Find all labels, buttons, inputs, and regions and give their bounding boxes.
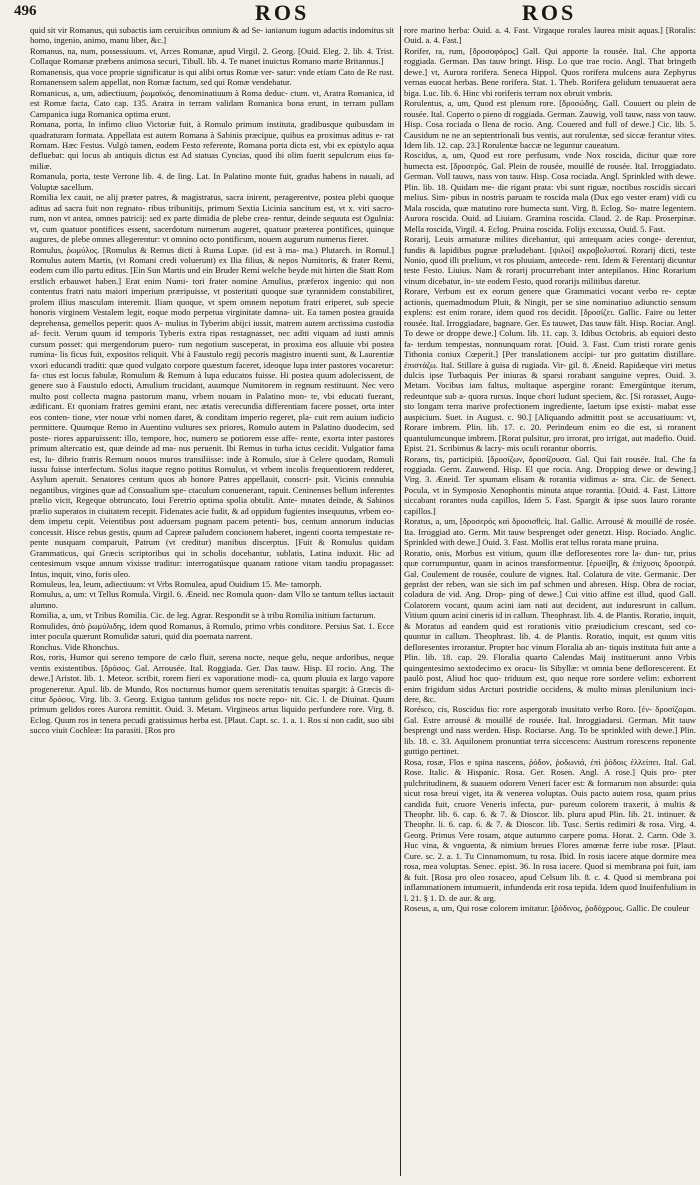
dictionary-entry: Ronchus. Vide Rhonchus.: [30, 641, 120, 652]
dictionary-entry: Rorésco, cis, Roscidus fio: rore aspergorab inusitato verbo Roro. [ἐν- δροσίζομαι. Gal. Estre arrousé & mouillé de rousée. Ital. Inroggiadarsi. German. Mit tauw besprengt und nass werden. Hisp. Rociarse. Ang. To be sprinkled with dewe.] Plin. lib. 18. c. 33. Aquilonem pronuntiat terra siccescens: Austrum rorescens reponente guttigo pertinet.: [404, 704, 696, 757]
dictionary-entry: Roratio, onis, Morbus est vitium, quum illæ defloresentes rore la- dun- tur, prius quæ corrumpuntur, quam in acinos transformentur. [ἐρυσίβη, & ἐπίχυσις δροσερά. Gal. Coulement de rousée, coulure de vignes. Ital. Colatura de vite. Germanic. Der gepräst der reben, wan sie sich im paf schmen und abresen. Hisp. Obra de rociar, coladura de vid. Ang. Drop- ping of dewe.] Cui vitio affine est illud, quod Gall. Colatorem vocant, quum acini iam nati aut decident, aut induresrunt in callum. Vitium quum acini cineris id in callum. Theophrast. lib. 4. de Plantis. Roratio, inquit, & Moratus ad eandem quid est rorationis vitio præiudicium crescant, sed co- quuntur in callum. Theophrast. lib. 4. de Plantis. Roratio, inquit, est quum vitis defloresentes irrorantur. Propter hoc vinum Floralia ab an- tiquis instituta fuit ante a Plin. lib. 18. cap. 29. Floralia quarto Calendas Maij instituerunt anno Vrbis quingentesimo sextodecimo ex oracu- lis Sibyllæ: vt omnia bene deflorescerent. Et paulò post, Aliud hoc quo- triduum est, quo neque rore sordere velim: exhorrent enim frigidum sidus Arcturi postridie occidens, & multo minus plenilunium inci- dere, &c.: [404, 547, 696, 704]
running-head-right: ROS: [522, 0, 577, 25]
dictionary-entry: Romulus, a, um: vt Tellus Romula. Virgil. 6. Æneid. nec Romula quon- dam Vllo se tantum tellus iactauit alumno.: [30, 589, 394, 610]
dictionary-entry: Romanicus, a, um, adiectiuum, ῥωμαϊκός, denominatiuum à Roma deduc- ctum. vt, Aratra Romanica, id est Romæ facta, Cato cap. 135. Aratra in terram validam Romanica bona erunt, in terram pullam Campanica iuga Romanica optima erunt.: [30, 87, 394, 119]
dictionary-entry: Roseus, a, um, Qui rosæ colorem imitatur. [ῥόδινος, ῥοδόχρους. Gallic. De couleur: [404, 903, 690, 914]
dictionary-entry: Romana, porta, In infimo cliuo Victoriæ fuit, à Romulo primum instituta, gradibusque quibusdam in quadraturam formata. Appellata est autem Romana à Sabinis præcipue, quibus ea proximus aditus e- rat Romam. Hæc Festus. Vulgò tamen, eodem Festo referente, Romana porta dicta est, vbi ex epistylo aqua defluebat: qui locus ab antiquis dictus est Ad statuas Cyncias, quod ibi olim fuerit sepulcrum eius fa- miliæ.: [30, 119, 394, 171]
dictionary-entry: Rorans, tis, participiú. [δροσίζων, δροσίζουσα. Gal. Qui fait rousée. Ital. Che fa roggiada. Germ. Zauwend. Hisp. El que rocia. Ang. Dropping dewe or dewing.] Virg. 3. Æneid. Ter spumam elisam & rorantia vidimus a- stra. Cic. de Senect. Pocula, vt in Symposio Xenophontis minuta atque rorantia. [Ouid. 4. Fast. Littore siccabant rorantes nuda capillos, Idem 5. Fast. Spargit & ipse suos lauro rorante capillos.]: [404, 453, 696, 516]
page-number: 496: [14, 3, 37, 19]
dictionary-entry: Rorulentus, a, um, Quod est plenum rore. [δροσώδης. Gall. Couuert ou plein de rousée. Ital. Coperto o pieno di roggiada. German. Zauwig, voll tauw, nass von tauw. Hisp. Cosa rociada o llena de rocio. Ang. Couered and full of dewe.] Cic. lib. 5. Causidum ne ne an septentrionali bus ventis, aut rorulentæ, sed siccæ ferantur vites. Idem lib. 12. cap. 23.] Rorulentæ baccæ ne leguntur caueatum.: [404, 98, 696, 150]
dictionary-entry: quid sit vir Romanus, qui subactis iam ceruicibus omnium & ad Se- ianianum iugum adactis indomitus sit homo, ingenio, animo, manu liber, &c.]: [30, 25, 394, 46]
dictionary-entry: Rorare, Verbum est ex eorum genere quæ Grammatici vocant verbo re- ceptæ actionis, quemadmodum Pluit, & Ningit, per se sine nominatiuo adiunctio sensum explens: est enim rorare, idem quod ros decidit. [δροσίζει. Gallic. Faire ou letter rousée. Ital. Irroggiadare, bagnare. Ger. Es tauwet, Das tauw fält. Hisp. Rociar. Angl. To dewe or droppe dewe.] Colum. lib. 11. cap. 3. Idibus Octobris. ab equiori desto fa- terdum tempestas, nonnunquam rorat. [Ouid. 3. Fast. Cum tristi rorare genis Tithonia coniux Cœperit.] [Per translationem accipi- tur pro guttatim distillare. ἐπιστάζω. Ital. Stillare à guisa di rugiada. Vir- gil. 8. Æneid. Rapidæque viri metus dulcis ipse Turbaquis Per iniuras & sparsi rorabant sanguine vepres. Ouid. 3. Metam. Vocibus iam faltus, multaque aspergine rorant: Emergúntque iterum, redeuntque sub a- quora rursus. Inque chori ludunt speciem, &c. [Si rorasset, Augu- sto longam terra marive profectionem ingrediente, laetum ipse existi- mabat esse auspicium. Suet. in August. c. 90.] [Aliquando admittit post se accusatiuum: vt, Rorare imbrem. Plin. lib. 17. c. 20. Perindeum enim eo die est, si roranent quantulumcunque imbrem. [Rorat pulsitur, pro irrorat, pro irrigat, aut madefio. Ouid. Epist. 21. Scribimus & lacry- mis oculi rorantur oborris.: [404, 286, 696, 454]
dictionary-entry: Romilia lex cauit, ne alij præter patres, & magistratus, sacra inirent, peragerentve, postea plebi quoque aditus ad sacra fuit non regnato- ribus tribunitijs, primum Sextia Licinia sancitum est, vt x. viri sacro- rum, non vt antea, omnes patricij: sed ex parte dimidia de plebe crea- rentur, deinde sequuta est Ogulnia: vt, cum quatuor pontifices essent, sacerdotum numerum augeret, quatuor præterea pontifices, quinque augures, de plebe omnes allegerentur: vt omnino octo pontificum, nouem augurum numerus fieret.: [30, 192, 394, 245]
dictionary-entry: Romilia, a, um, vt Tribus Romilia. Cic. de leg. Agrar. Respondit se à tribu Romilia initium facturum.: [30, 610, 376, 621]
running-head-left: ROS: [255, 0, 310, 25]
dictionary-entry: Rorifer, ra, rum, [δροσοφόρος] Gall. Qui apporte la rousée. Ital. Che apporta roggiada. German. Das tauw bringt. Hisp. Lo que trae rocio. Angl. That bringeth dewe.] vt, Aurora rorifera. Seneca Hippol. Quos rorifera mulcens aura Zephyrus vernas euocat herbas. Bene rorifera. Stat. 1. Theb. Rorifera gelidum tenuauerat aera biga. Luc. lib. 6. Hinc vbi roriferis terram nox obruit vmbris.: [404, 45, 696, 98]
dictionary-entry: Ros, roris, Humor qui sereno tempore de cælo fluit, serena nocte, neque gelu, neque ardoribus, neque ventis existentibus. [δρόσος. Gal. Arrousée. Ital. Roggiada. Ger. Das tauw. Hisp. El rocio. Ang. The dewe.] Aristot. lib. 1. Meteor. scribit, rorem fieri ex vaporatione modi- ca, quum pluuia ex largo vapore progeneretur. Apul. lib. de Mundo, Ros nocturnus humor quem serenitatis tenuitas spargit: à Græcis di- citur δρόσος. Virg. lib. 3. Georg. Exigua tantum gelidus ros nocte repo- nit. Cic. l. de Diuinat. Quum primum gelidos rores Aurora remittit. Ouid. 3. Metam. Virgineos artus liquido perfundere rore. Virg. 8. Eclog. Quum ros in tenera pecudi gratissimus herba est. [Plaut. Capt. sc. 1. a. 1. Ros si non cadit, suo sibi succo viuit Cochleæ: Ita parasiti. [Ros pro: [30, 652, 394, 736]
dictionary-entry: Romanensis, qua voce proprie significatur is qui alibi ortus Romæ ver- satur: vnde etiam Cato de Re rust. Romanensem salem appellat, non Romæ factum, sed qui Romæ vendebatur.: [30, 66, 394, 88]
left-column: [30, 25, 394, 1180]
dictionary-entry: Rosa, rosæ, Flos e spina nascens, ῥόδον, ῥοδωνιά, ἐπὶ ῥόδοις ἐλλείπει. Ital. Gal. Rose. Italic. & Hispanic. Rosa. Ger. Rosen. Angl. A rose.] Quis pro- pter pulchritudinem, & suauem odorem Veneri facer est: & formarum non absurde: quia sicut rosa breui viget, ita & venerea voluptas. Ouis pacto autem rosa, quam prius candida fuit, cruore Veneris infecta, pur- pureum colorem traxerit, à multis & Theophr. lib. 6. cap. 6. & 7. & Dioscor. lib. plura apud Plin. lib. 21. intinuer. & Theophr. li. 6. cap. 6. & 7. & Dioscor. lib. Tusc. Sertis redimiri & rosa. Virg. 4. Georg. Primus Vere rosam, atque autumno carpere poma. Horat. 2. Carm. Ode 3. Huc vina, & vnguenta, & nimium breues Flores amœnæ ferre iube rosæ. [Plaut. Cure. sc. 2. a. 1. Tu Cinnamomum, tu rosa. Ibid. In rosis iacere atque dormire mea rosa, mea voluptas. Senec. epist. 36. In rosa iacere. Quod si membrana poi fuit, iam & fuit. [Rosa pro oleo rosaceo, apud Celsum lib. 8. c. 4. Quod si membrana poi inflammationem intumuerit, infundenda erit rosa tepida. Idem quod Inuifenfulium in l. 21. § 1. D. de aur. & arg.: [404, 756, 696, 903]
dictionary-entry: Romuleus, lea, leum, adiectiuum: vt Vrbs Romulea, apud Ouidium 15. Me- tamorph.: [30, 579, 322, 590]
dictionary-entry: Romanus, na, num, possessiuum. vt, Arces Romanæ, apud Virgil. 2. Georg. [Ouid. Eleg. 2. lib. 4. Trist. Collaque Romanæ præbens animosa securi, Tibull. lib. 4. Te manet inuictus Romano marte Britannus.]: [30, 45, 394, 67]
dictionary-entry: Rorarij, Leuis armaturæ milites dicebantur, qui antequam acies conge- derentur, fundis & lapidibus pugnæ præludebant. [ψιλοί] ακροβολισταί. Rorarij dicti, teste Nonio, quod illi prælium, vt ros pluuiam, antecede- rent. Idem & Ferentarij dicuntur teste Festo. Liuius. Nam & rorarij procurrebant inter antepilanos. Hinc Rorarium vinum dicebatur, in- ste eodem Festo, quod rorarijs militibus daretur.: [404, 234, 696, 286]
dictionary-entry: Romulus, ῥωμύλος. [Romulus & Remus dicti à Ruma Lupæ. (id est à ma- ma.) Plutarch. in Romul.] Romulus autem Martis, (vt Romani credi voluerunt) ex Ilia filius, & nepos Numitoris, & frater Remi, eodem cum illo partu editus. [Ein Sun Martis und ein Bruder Remi welche beyde mit hirten die Statt Rom erstlich erbauwet haben.] Erat enim Numi- tori frater nomine Amulius, præferox ingenio: qui non contentus fratri natu maiori imperium præripuisse, vt posteritati quoque suæ tyrannidem constabiliret, prolem illius masculam interemit. Iliam quoque, vt spem omnem nepotum fratri eriperet, sub specie honoris virginem Vestalem legit, eoque modo perpetua virginitate damna- uit. Ea tamen postea grauida deprehensa, gemellos peperit: quos A- mulius in Tyberim abijci iussit, matrem autem arctissima custodia af- fecit. Verum quum id temporis Tyberis extra ripas restagnasset, nec aditi viquam ad iusti amnis cursum posset: qui mergendorum puero- rum negotium susceperat, in proxima eos alluuie vbi postea rumina- lis ficus fuit, expositos reliquit. Vbi à Faustulo regij pecoris magistro inuenti sunt, & Laurentiæ vxori educandi traditi: quæ quod vulgato corpore quæstum faceret, ideoque lupa inter pastores vocaretur: fa- ctus est locus fabulæ, Romulum & Remum à lupa educatos fuisse. Hi postea quum adolecissent, de genere suo à Faustulo edocti, Amulium trucidant, auumque Numitorem in regnum restituunt. Nec vero multo post collecta magna pastorum manu, vrbem nouam in Palatino mon- te, vbi educati fuerant, ædificant. Et quoniam fratres gemini erant, nec ætatis verecundia differentiam facere posset, orta inter eos conten- tione, vter nouæ vrbi nomen daret, & conditam imperio regeret, pla- cuit rem auium iudicio permittere. Quumque Remo in Auentino vultures sex priores, Romulo autem in Palatino duodecim, sed poste- riores apparuissent: illo, tempore, hoc, numero se potiorem esse affe- rente, exorta inter pastores primum altercatio est, quæ deinde ad ma- nus peruenit. Ibi Remus in turba ictus cecidit. Vulgatior fama est, lu- dibrio fratris Remum nouos muros transiliisse: inde à Romulo, siue à Celere quodam, Romuli iussu fuisse interfectum. Solus itaque regno potitus Romulus, vt vrbem incolis frequentiorem redderet, Asylum aperuit. Senatores centum quos ab honore Patres appellauit, conscri- psit. Vicinis connubia negantibus, virgines quæ ad Consualium spe- ctaculum conuenerant, rapuit. Ceninenses bellum inferentes prælio vicit, Regeque obtruncato, Ioui Feretrio optima spolia obtulit. Ante- mnates deinde, & Sabinos prælio superatos in ciuitatem recepit. Fidenates acie fudit, & ad oppidum fugientes insequutus, vrbem eo- dem impetu cepit. Veientibus post aduersam pugnam pacem petenti- bus, centum annorum inducias concessit. Hisce rebus gestis, quum ad Capreæ paludem concionem haberet, ingenti coorta tempestate re- pente nusquam comparuit, Patrum (vt creditur) manibus discerptus. [Fuit & Romulus quidam Grammaticus, qui Græcis scriptoribus qui in scholis docebantur, sublatis, Latina induxit. Hic ad centesimum vsque annum vixisse traditur: interrogatúsque quanam ratione vitam tandiu propagasset: Intus, inquit, vino, foris oleo.: [30, 244, 394, 579]
dictionary-entry: Romulides, ἀπὸ ῥωμύλιδης, idem quod Romanus, à Romulo, primo vrbis conditore. Persius Sat. 1. Ecce inter pocula quærunt Romulidæ saturi, quid dia poemata narrent.: [30, 620, 394, 642]
right-column: [404, 25, 696, 1180]
dictionary-entry: rore marino herba: Ouid. a. 4. Fast. Virgaque rorales laurea misit aquas.] [Roralis: Ouid. a. 4. Fast.]: [404, 25, 696, 46]
dictionary-entry: Roratus, a, um, [δροσερός καὶ δροσισθείς. Ital. Gallic. Arrousé & mouillé de rosée. Ita. Irroggiad ato. Germ. Mit tauw besprenget oder genetzt. Hisp. Rociado. Anglic. Sprinkled with dewe.] Ouid. 3. Fast. Mollis erat tellus rorata mane pruina.: [404, 516, 696, 548]
column-divider: [400, 26, 401, 1176]
dictionary-entry: Roscidus, a, um, Quod est rore perfusum, vnde Nox roscida, dicitur quæ rore humecta est. [δροσερός. Gal. Plein de rousée, mouillé de rousée. Ital. Irroggiadato. German. Voll tauws, nass von tauw. Hisp. Cosa rociada. Angl. Sprinkled with dewe. Plin. lib. 18. Quidam me- die rigant prata: vbi sunt riguæ, noctibus roscidis siccari melius. Sim- pibus in nostris paruam te roscida mala (Dux ego vester eram) vidi cu Mala roscida, quæ matutino rore humecta sunt. Virg. 8. Eclog. So- matre legentem. Aurora roscida. Ouid. ad Liuiam. Gramina roscida. Claud. 2. de Rap. Proserpinæ. Mella roscida, Virgil. 4. Eclog. Pruina roscida. Folijs excussa, Ouid. 5. Fast.: [404, 150, 696, 234]
dictionary-entry: Romanula, porta, teste Verrone lib. 4. de ling. Lat. In Palatino monte fuit, gradus habens in nauali, ad Voluptæ sacellum.: [30, 171, 394, 192]
